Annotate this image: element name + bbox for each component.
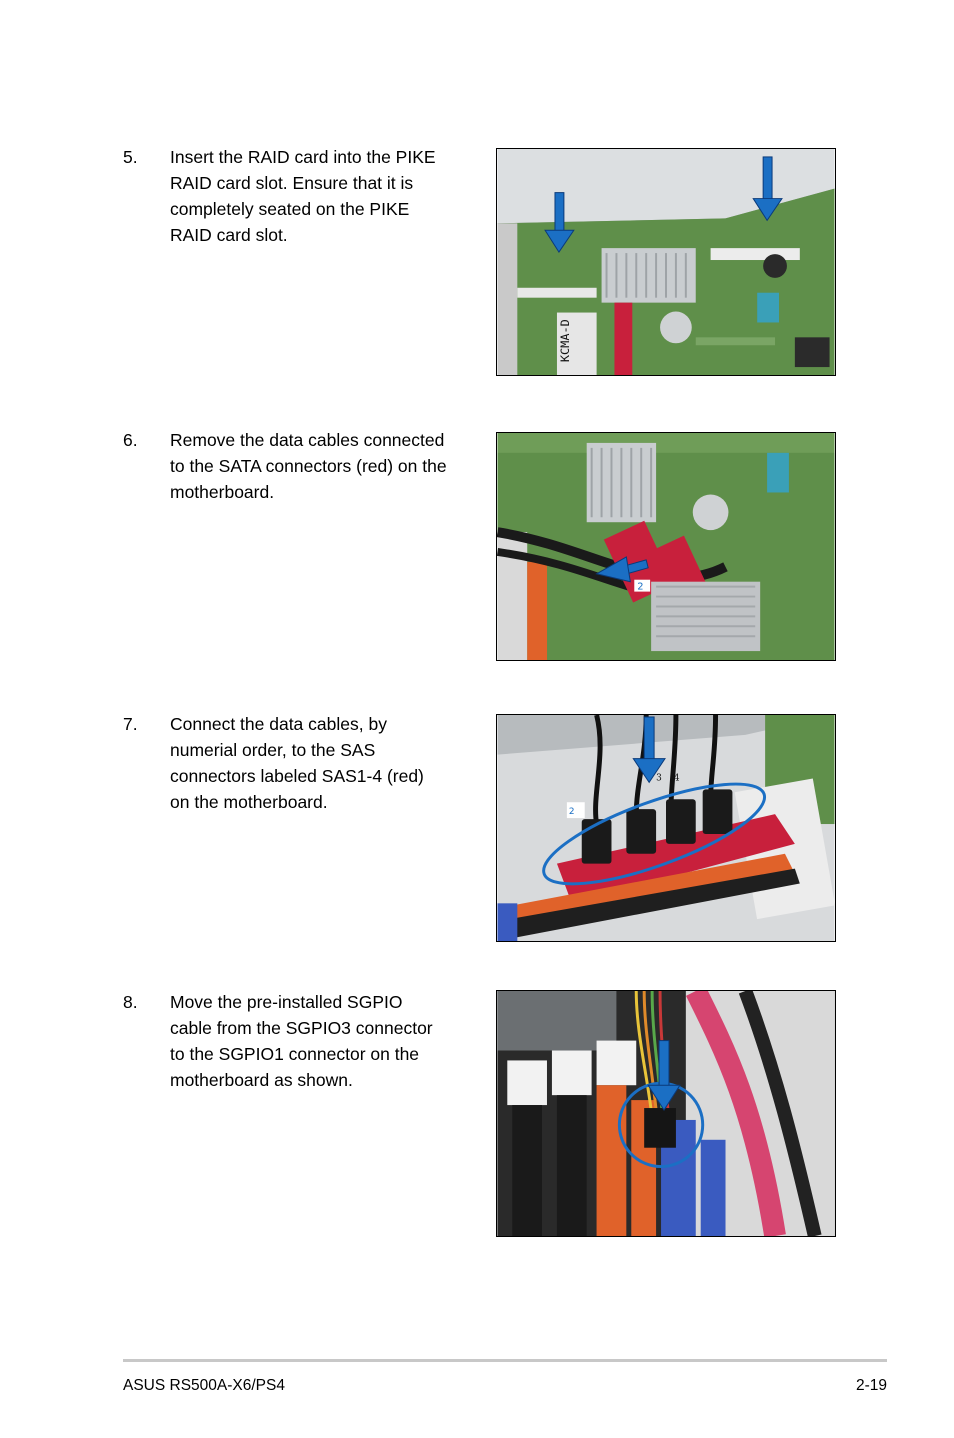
photo-step-5 (496, 148, 836, 376)
raid-card-slot-illustration (497, 149, 835, 375)
sgpio-cable-illustration (497, 991, 835, 1236)
cable-tag-label: 2 (568, 807, 575, 818)
sata-cable-removal-illustration (497, 433, 835, 660)
step-text: Insert the RAID card into the PIKE RAID card slot. Ensure that it is completely seated on the PIKE RAID card slot. (170, 147, 436, 245)
step-text: Remove the data cables connected to the SATA connectors (red) on the motherboard. (170, 430, 447, 502)
step-text: Move the pre-installed SGPIO cable from the SGPIO3 connector to the SGPIO1 connector on the motherboard as shown. (170, 992, 433, 1090)
footer-divider (123, 1359, 887, 1362)
sas-connector-illustration (497, 715, 835, 941)
photo-step-7 (496, 714, 836, 942)
step-text: Connect the data cables, by numerial order, to the SAS connectors labeled SAS1-4 (red) on the motherboard. (170, 714, 424, 812)
cable-tag-label: 2 (637, 581, 644, 593)
step-number: 6. (123, 430, 138, 450)
photo-step-8 (496, 990, 836, 1237)
step-number: 7. (123, 714, 138, 734)
cable-tag-number: 4 (673, 773, 680, 784)
footer-model: ASUS RS500A-X6/PS4 (123, 1377, 285, 1394)
step-number: 8. (123, 992, 138, 1012)
cable-tag-number: 3 (656, 773, 662, 784)
photo-step-6 (496, 432, 836, 661)
step-number: 5. (123, 147, 138, 167)
footer-page-number: 2-19 (855, 1377, 887, 1394)
board-model-label: KCMA-D (557, 319, 572, 363)
